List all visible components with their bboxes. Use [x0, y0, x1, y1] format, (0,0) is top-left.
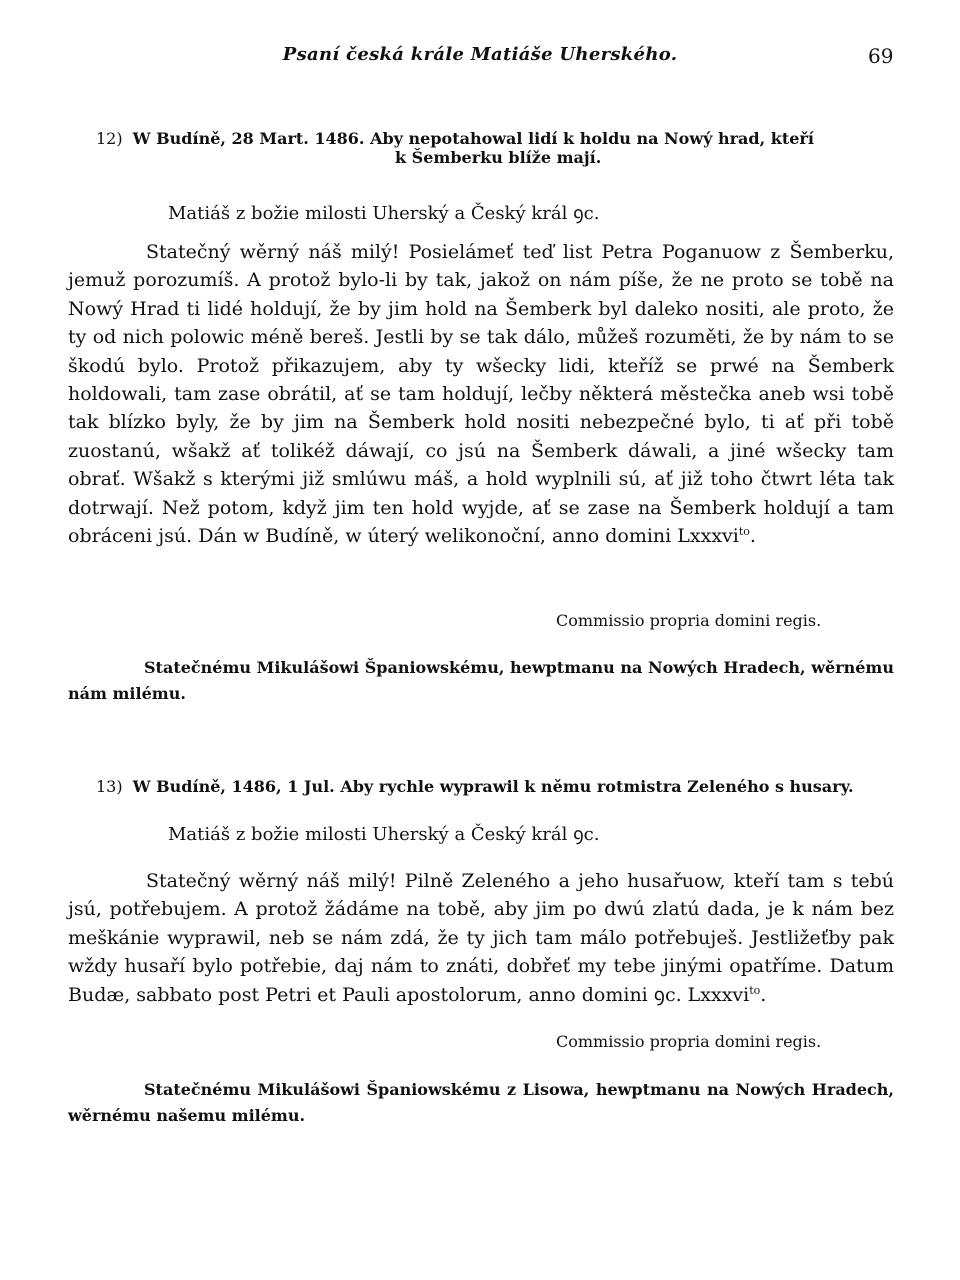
- letter-body-end: .: [749, 525, 756, 548]
- letter-12-heading: [96, 129, 872, 167]
- letter-body-text: Statečný wěrný náš milý! Posielámeť teď list Petra Poganuow z Šemberku, jemuž porozumíš. A protož bylo-li by tak, jakož on nám píše, že ne proto se tobě na Nowý Hrad ti lidé holdují, že by jim hold na Šemberk byl daleko nositi, ale proto, že ty od nich polowic méně bereš. Jestli by se tak dálo, můžeš rozuměti, že by nám to se škodú bylo. Protož přikazujem, aby ty wšecky lidi, kteříž se prwé na Šemberk holdowali, tam zase obrátil, ať se tam holdují, lečby některá městečka aneb wsi tobě tak blízko byly, že by jim na Šemberk hold nositi nebezpečné bylo, ti ať při tobě zuostanú, wšakž ať tolikéž dáwají, co jsú na Šemberk dáwali, a jiné wšecky tam obrať. Wšakž s kterými již smlúwu máš, a hold wyplnili sú, ať již toho čtwrt léta tak dotrwají. Než potom, když jim ten hold wyjde, ať se zase na Šemberk holdují a tam obráceni jsú. Dán w Budíně, w úterý welikonoční, anno domini Lxxxvi: [68, 241, 894, 548]
- letter-12-commissio: Commissio propria domini regis.: [556, 611, 822, 630]
- letter-address-text: Statečnému Mikulášowi Španiowskému z Lisowa, hewptmanu na Nowých Hradech, wěrnému našemu milému.: [68, 1080, 894, 1125]
- letter-heading-text: W Budíně, 28 Mart. 1486. Aby nepotahowal lidí k holdu na Nowý hrad, kteří: [132, 129, 814, 148]
- letter-12-address: [68, 655, 894, 707]
- letter-12-body: [68, 238, 894, 550]
- letter-13-body: [68, 867, 894, 1009]
- letter-body-text: Statečný wěrný náš milý! Pilně Zeleného a jeho husařuow, kteří tam s tebú jsú, potřebujem. A protož žádáme na tobě, aby jim po dwú zlatú dada, je k nám bez meškánie wyprawil, neb se nám zdá, že ty jich tam málo potřebuješ. Jestližeťby pak wždy husaří bylo potřebie, daj nám to znáti, dobřeť my tebe jinými opatříme. Datum Budæ, sabbato post Petri et Pauli apostolorum, anno domini ꝯc. Lxxxvi: [68, 870, 894, 1006]
- letter-13-heading: [96, 777, 872, 796]
- letter-13-sender-title: Matiáš z božie milosti Uherský a Český král ꝯc.: [168, 824, 600, 845]
- letter-body-end: .: [760, 983, 767, 1006]
- letter-12-sender-title: Matiáš z božie milosti Uherský a Český král ꝯc.: [168, 203, 600, 224]
- letter-number: 13): [96, 777, 123, 796]
- superscript-to: to: [738, 525, 750, 539]
- letter-heading-continuation: k Šemberku blíže mají.: [395, 148, 602, 167]
- letter-address-text: Statečnému Mikulášowi Španiowskému, hewptmanu na Nowých Hradech, wěrnému nám milému.: [68, 658, 894, 703]
- page-number: 69: [868, 44, 894, 68]
- letter-heading-text: W Budíně, 1486, 1 Jul. Aby rychle wyprawil k němu rotmistra Zeleného s husary.: [132, 777, 854, 796]
- superscript-to: to: [749, 983, 761, 997]
- letter-13-commissio: Commissio propria domini regis.: [556, 1032, 822, 1051]
- letter-13-address: [68, 1077, 894, 1129]
- running-title: Psaní česká krále Matiáše Uherského.: [282, 44, 678, 65]
- letter-number: 12): [96, 129, 123, 148]
